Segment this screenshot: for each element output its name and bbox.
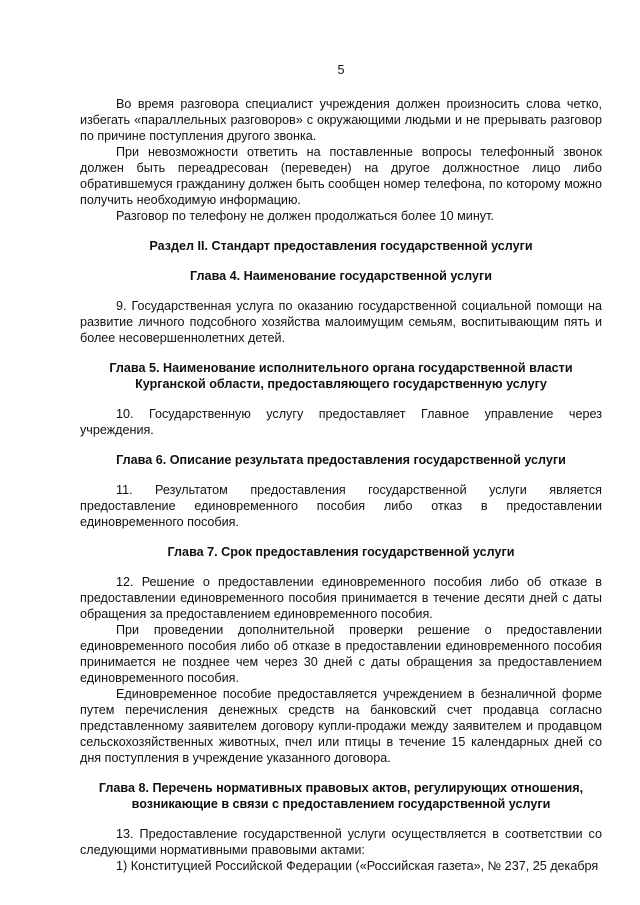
page-number: 5 <box>337 63 345 77</box>
paragraph-call-redirect: При невозможности ответить на поставленные вопросы телефонный звонок должен быть переадресован (переведен) на другое должностное лицо либо обратившемуся гражданину должен быть сообщен номер телефона, по которому можно получить необходимую информацию. <box>80 145 602 207</box>
paragraph-13: 13. Предоставление государственной услуги осуществляется в соответствии со следующими нормативными правовыми актами: <box>80 827 602 857</box>
chapter-5-title-line-1: Глава 5. Наименование исполнительного органа государственной власти <box>109 361 573 375</box>
paragraph-9: 9. Государственная услуга по оказанию государственной социальной помощи на развитие личного подсобного хозяйства малоимущим семьям, воспитывающим пять и более несовершеннолетних детей. <box>80 299 602 345</box>
paragraph-constitution: 1) Конституцией Российской Федерации («Российская газета», № 237, 25 декабря <box>116 859 599 873</box>
paragraph-10: 10. Государственную услугу предоставляет Главное управление через учреждения. <box>80 407 602 437</box>
section-2-title: Раздел II. Стандарт предоставления государственной услуги <box>149 239 533 253</box>
paragraph-payment-method: Единовременное пособие предоставляется учреждением в безналичной форме путем перечисления денежных средств на банковский счет продавца согласно представленному заявителем договору купли-продажи между заявителем и продавцом сельскохозяйственных животных, пчел или птицы в течение 15 календарных дней со дня поступления в учреждение указанного договора. <box>80 687 602 765</box>
chapter-4-title: Глава 4. Наименование государственной услуги <box>190 269 492 283</box>
paragraph-speech-clarity: Во время разговора специалист учреждения должен произносить слова четко, избегать «параллельных разговоров» с окружающими людьми и не прерывать разговор по причине поступления другого звонка. <box>80 97 602 143</box>
paragraph-additional-check: При проведении дополнительной проверки решение о предоставлении единовременного пособия либо об отказе в предоставлении единовременного пособия принимается не позднее чем через 30 дней с даты обращения за предоставлением единовременного пособия. <box>80 623 602 685</box>
chapter-5-title <box>80 360 602 392</box>
chapter-5-title-line-2: Курганской области, предоставляющего государственную услугу <box>135 377 547 391</box>
chapter-6-title: Глава 6. Описание результата предоставления государственной услуги <box>116 453 566 467</box>
paragraph-12: 12. Решение о предоставлении единовременного пособия либо об отказе в предоставлении единовременного пособия принимается в течение десяти дней с даты обращения за предоставлением единовременного пособия. <box>80 575 602 621</box>
chapter-8-title <box>80 780 602 812</box>
chapter-8-title-line-1: Глава 8. Перечень нормативных правовых актов, регулирующих отношения, <box>98 781 584 795</box>
paragraph-11: 11. Результатом предоставления государственной услуги является предоставление единовременного пособия либо отказ в предоставлении единовременного пособия. <box>80 483 602 529</box>
chapter-7-title: Глава 7. Срок предоставления государственной услуги <box>167 545 515 559</box>
chapter-8-title-line-2: возникающие в связи с предоставлением государственной услуги <box>131 797 551 811</box>
paragraph-call-duration: Разговор по телефону не должен продолжаться более 10 минут. <box>116 209 494 223</box>
